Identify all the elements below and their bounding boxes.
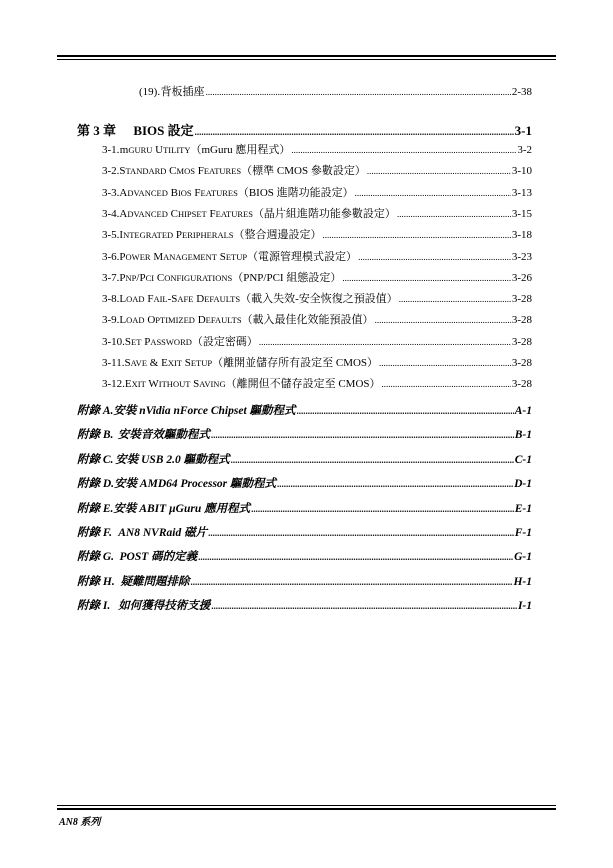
dot-leader (259, 337, 511, 347)
dot-leader (342, 273, 511, 283)
section-title-zh: （載入失效-安全恢復之預設值） (240, 293, 398, 306)
section-number: 3-11. (102, 357, 125, 369)
section-title (125, 354, 379, 370)
toc-entry-appendix[interactable] (77, 451, 532, 467)
dot-leader (382, 379, 511, 389)
section-number: 3-5. (102, 229, 120, 242)
appendix-title: 安裝 ABIT µGuru 應用程式 (113, 502, 251, 515)
section-page: 3-28 (511, 293, 532, 306)
toc-entry-section[interactable] (102, 184, 532, 200)
section-number: 3-3. (102, 186, 120, 199)
dot-leader (195, 127, 514, 137)
dot-leader (358, 252, 511, 262)
section-title-en: POWER MANAGEMENT SETUP (119, 250, 248, 263)
toc-entry-appendix[interactable] (77, 500, 532, 516)
appendix-page: D-1 (514, 478, 532, 491)
toc-entry-section[interactable] (102, 290, 532, 306)
appendix-title: POST 碼的定義 (119, 551, 198, 564)
section-title-en: LOAD FAIL-SAFE DEFAULTS (119, 293, 241, 306)
appendix-title: 安裝音效驅動程式 (117, 429, 210, 442)
appendix-title: 如何獲得技術支援 (118, 600, 211, 613)
toc-entry-section[interactable] (102, 269, 532, 285)
section-title-zh: （晶片組進階功能參數設定） (252, 207, 396, 220)
section-number: 3-8. (102, 293, 120, 306)
section-page: 3-13 (511, 186, 532, 199)
dot-leader (375, 315, 511, 325)
footer-rule-thick (57, 808, 556, 810)
toc-entry-section[interactable] (102, 205, 532, 221)
dot-leader (397, 209, 511, 219)
section-page: 3-26 (511, 271, 532, 284)
dot-leader (231, 455, 514, 465)
dot-leader (251, 504, 514, 514)
section-title-en: mGURU UTILITY (119, 144, 191, 156)
section-title (125, 333, 258, 349)
appendix-number: 附錄 A. (77, 405, 114, 417)
section-page: 3-18 (511, 229, 532, 242)
header-rule-thin (57, 59, 556, 60)
dot-leader (190, 577, 512, 587)
section-title-zh: （標準 CMOS 參數設定） (241, 165, 366, 178)
section-page: 3-15 (511, 207, 532, 220)
section-page: 3-23 (511, 250, 532, 263)
entry-number: (19). (139, 86, 161, 98)
appendix-page: C-1 (514, 453, 532, 466)
section-title (125, 375, 381, 391)
appendix-title: AN8 NVRaid 磁片 (118, 527, 208, 539)
section-title-en: SAVE & EXIT SETUP (124, 357, 213, 369)
appendix-page: A-1 (514, 405, 532, 417)
footer-series: AN8 系列 (59, 817, 101, 828)
section-title-zh: （離開並儲存所有設定至 CMOS） (212, 357, 379, 369)
toc-entry-appendix[interactable] (77, 548, 532, 564)
appendix-number: 附錄 B. (77, 429, 114, 442)
section-number: 3-6. (102, 250, 120, 263)
appendix-number: 附錄 C. (77, 453, 114, 466)
section-title (119, 184, 353, 200)
appendix-title: 安裝 AMD64 Processor 驅動程式 (114, 478, 277, 491)
section-title-zh: （電源管理模式設定） (247, 250, 358, 263)
dot-leader (208, 528, 514, 538)
section-number: 3-4. (102, 207, 120, 220)
entry-page: 2-38 (511, 86, 532, 98)
toc-entry-section[interactable] (102, 162, 532, 178)
dot-leader (277, 479, 513, 489)
section-title-en: ADVANCED CHIPSET FEATURES (119, 207, 253, 220)
appendix-number: 附錄 D. (77, 478, 115, 491)
section-page: 3-28 (511, 314, 532, 327)
chapter-title: BIOS 設定 (133, 123, 194, 138)
appendix-page: B-1 (514, 429, 532, 442)
section-title-en: PNP/PCI CONFIGURATIONS (119, 271, 233, 284)
appendix-number: 附錄 E. (77, 502, 114, 515)
section-number: 3-1. (102, 144, 120, 156)
section-title-en: ADVANCED BIOS FEATURES (119, 186, 238, 199)
entry-title: 背板插座 (160, 86, 205, 98)
dot-leader (355, 188, 511, 198)
toc-entry-section[interactable] (102, 248, 532, 264)
dot-leader (367, 166, 511, 176)
appendix-title: 安裝 nVidia nForce Chipset 驅動程式 (113, 405, 296, 417)
appendix-number: 附錄 F. (77, 527, 112, 539)
section-title-en: STANDARD CMOS FEATURES (119, 165, 242, 178)
section-title-zh: （設定密碼） (191, 335, 258, 348)
section-title (119, 290, 397, 306)
toc-entry-section[interactable] (102, 141, 532, 157)
section-title-zh: （整合週邊設定） (233, 229, 322, 242)
dot-leader (198, 552, 513, 562)
dot-leader (291, 145, 516, 155)
section-page: 3-2 (517, 144, 532, 156)
section-page: 3-28 (511, 335, 532, 348)
section-page: 3-28 (511, 357, 532, 369)
section-title-en: INTEGRATED PERIPHERALS (119, 229, 234, 242)
footer-rule-thin (57, 805, 556, 806)
section-number: 3-12. (102, 378, 125, 391)
appendix-page: E-1 (514, 502, 532, 515)
toc-entry-appendix[interactable] (77, 475, 532, 491)
toc-entry-appendix[interactable] (77, 426, 532, 442)
section-title (119, 205, 396, 221)
appendix-page: I-1 (517, 600, 532, 613)
chapter-page: 3-1 (514, 123, 532, 138)
section-title-en: EXIT WITHOUT SAVING (124, 378, 226, 391)
toc-entry-appendix[interactable] (77, 402, 532, 418)
appendix-page: G-1 (514, 551, 532, 564)
dot-leader (297, 406, 514, 416)
toc-entry-section[interactable] (102, 226, 532, 242)
toc-entry-subsection[interactable] (139, 83, 532, 99)
dot-leader (211, 601, 517, 611)
dot-leader (379, 358, 511, 368)
section-title-en: LOAD OPTIMIZED DEFAULTS (119, 314, 242, 327)
dot-leader (323, 230, 511, 240)
chapter-number: 第 3 章 (77, 123, 117, 138)
header-rule-thick (57, 55, 556, 57)
toc-entry-section[interactable] (102, 375, 532, 391)
section-page: 3-28 (511, 378, 532, 391)
appendix-number: 附錄 H. (77, 575, 115, 588)
section-title-zh: （PNP/PCI 組態設定） (232, 271, 342, 284)
section-title-zh: （載入最佳化效能預設值） (241, 314, 374, 327)
section-title (120, 141, 291, 157)
toc-entry-section[interactable] (102, 311, 532, 327)
appendix-title: 安裝 USB 2.0 驅動程式 (115, 453, 230, 466)
toc-entry-appendix[interactable] (77, 597, 532, 613)
appendix-number: 附錄 I. (77, 600, 111, 613)
toc-entry-section[interactable] (102, 333, 532, 349)
appendix-title: 疑難問題排除 (120, 575, 190, 588)
appendix-number: 附錄 G. (77, 551, 115, 564)
toc-entry-appendix[interactable] (77, 524, 532, 540)
toc-entry-section[interactable] (102, 354, 532, 370)
section-title (119, 311, 373, 327)
section-title-zh: （離開但不儲存設定至 CMOS） (225, 378, 381, 391)
section-title (119, 269, 341, 285)
section-number: 3-9. (102, 314, 120, 327)
section-title (119, 248, 357, 264)
toc-entry-chapter[interactable] (77, 120, 532, 139)
section-title-en: SET PASSWORD (124, 335, 192, 348)
section-title (119, 162, 365, 178)
section-number: 3-10. (102, 335, 125, 348)
dot-leader (206, 87, 511, 97)
appendix-page: H-1 (513, 575, 532, 588)
section-title-zh: （mGuru 應用程式） (190, 144, 291, 156)
dot-leader (399, 294, 511, 304)
section-page: 3-10 (511, 165, 532, 178)
section-number: 3-2. (102, 165, 120, 178)
section-title-zh: （BIOS 進階功能設定） (237, 186, 354, 199)
toc-entry-appendix[interactable] (77, 573, 532, 589)
appendix-page: F-1 (514, 527, 532, 539)
dot-leader (211, 430, 514, 440)
section-number: 3-7. (102, 271, 120, 284)
section-title (119, 226, 321, 242)
